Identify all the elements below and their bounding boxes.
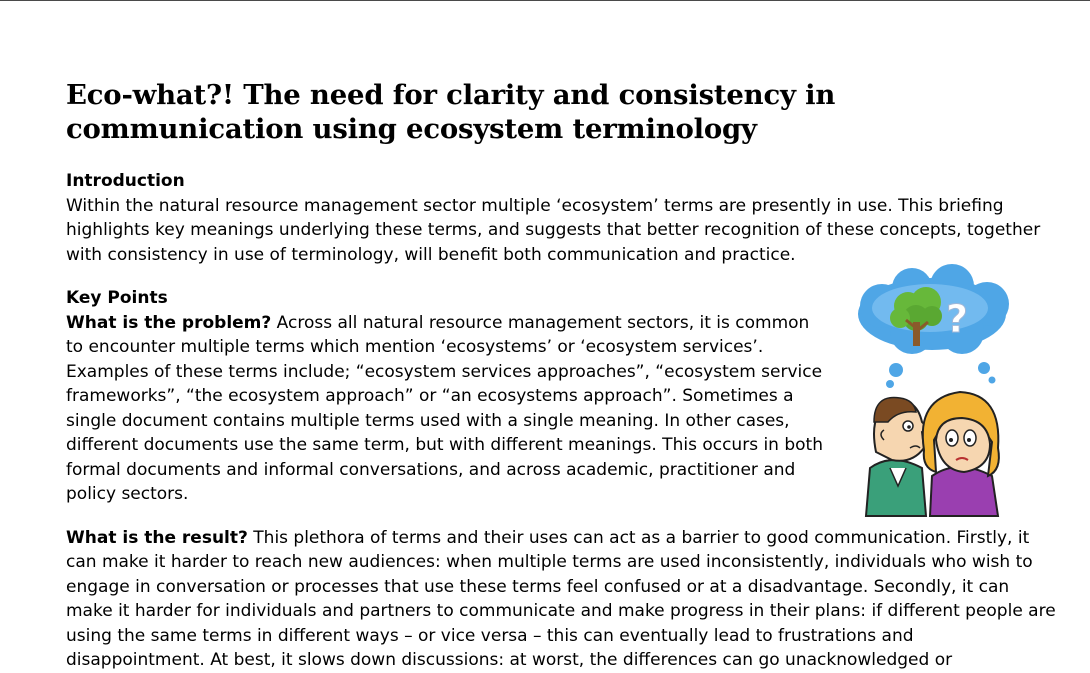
document-title: Eco-what?! The need for clarity and consistency in communication using ecosystem terminology — [66, 79, 836, 145]
problem-body: Across all natural resource management sectors, it is common to encounter multiple terms which mention ‘ecosystems’ or ‘ecosystem services’. Examples of these terms include; “ecosystem services approaches”, “ecosystem service frameworks”, “the ecosystem approach” or “an ecosystems approach”. Sometimes a single document contains multiple terms used with a single meaning. In other cases, different documents use the same term, but with different meanings. This occurs in both formal documents and informal conversations, and across academic, practitioner and policy sectors. — [66, 312, 823, 504]
woman-figure — [923, 392, 999, 516]
question-mark-icon: ? — [946, 297, 969, 341]
result-body: This plethora of terms and their uses can act as a barrier to good communication. Firstly, it can make it harder to reach new audiences: when multiple terms are used inconsistently, individuals who wish to engage in conversation or processes that use these terms feel confused or at a disadvantage. Secondly, it can make it harder for individuals and partners to communicate and make progress in their plans: if different people are using the same terms in different ways – or vice versa – this can eventually lead to frustrations and disappointment. At best, it slows down discussions: at worst, the differences can go unacknowledged or — [66, 527, 1056, 670]
introduction-heading: Introduction — [66, 171, 185, 191]
result-paragraph — [66, 526, 1056, 673]
key-points-heading: Key Points — [66, 288, 168, 308]
result-lead: What is the result? — [66, 527, 248, 548]
problem-paragraph — [66, 311, 826, 507]
introduction-paragraph: Within the natural resource management sector multiple ‘ecosystem’ terms are presently in use. This briefing highlights key meanings underlying these terms, and suggests that better recognition of these concepts, together with consistency in use of terminology, will benefit both communication and practice. — [66, 195, 1041, 265]
man-figure — [866, 398, 928, 517]
top-border-line — [0, 0, 1090, 1]
thought-bubbles — [886, 362, 996, 388]
problem-lead: What is the problem? — [66, 312, 272, 333]
two-people-thinking-tree-question-icon — [852, 272, 1012, 516]
